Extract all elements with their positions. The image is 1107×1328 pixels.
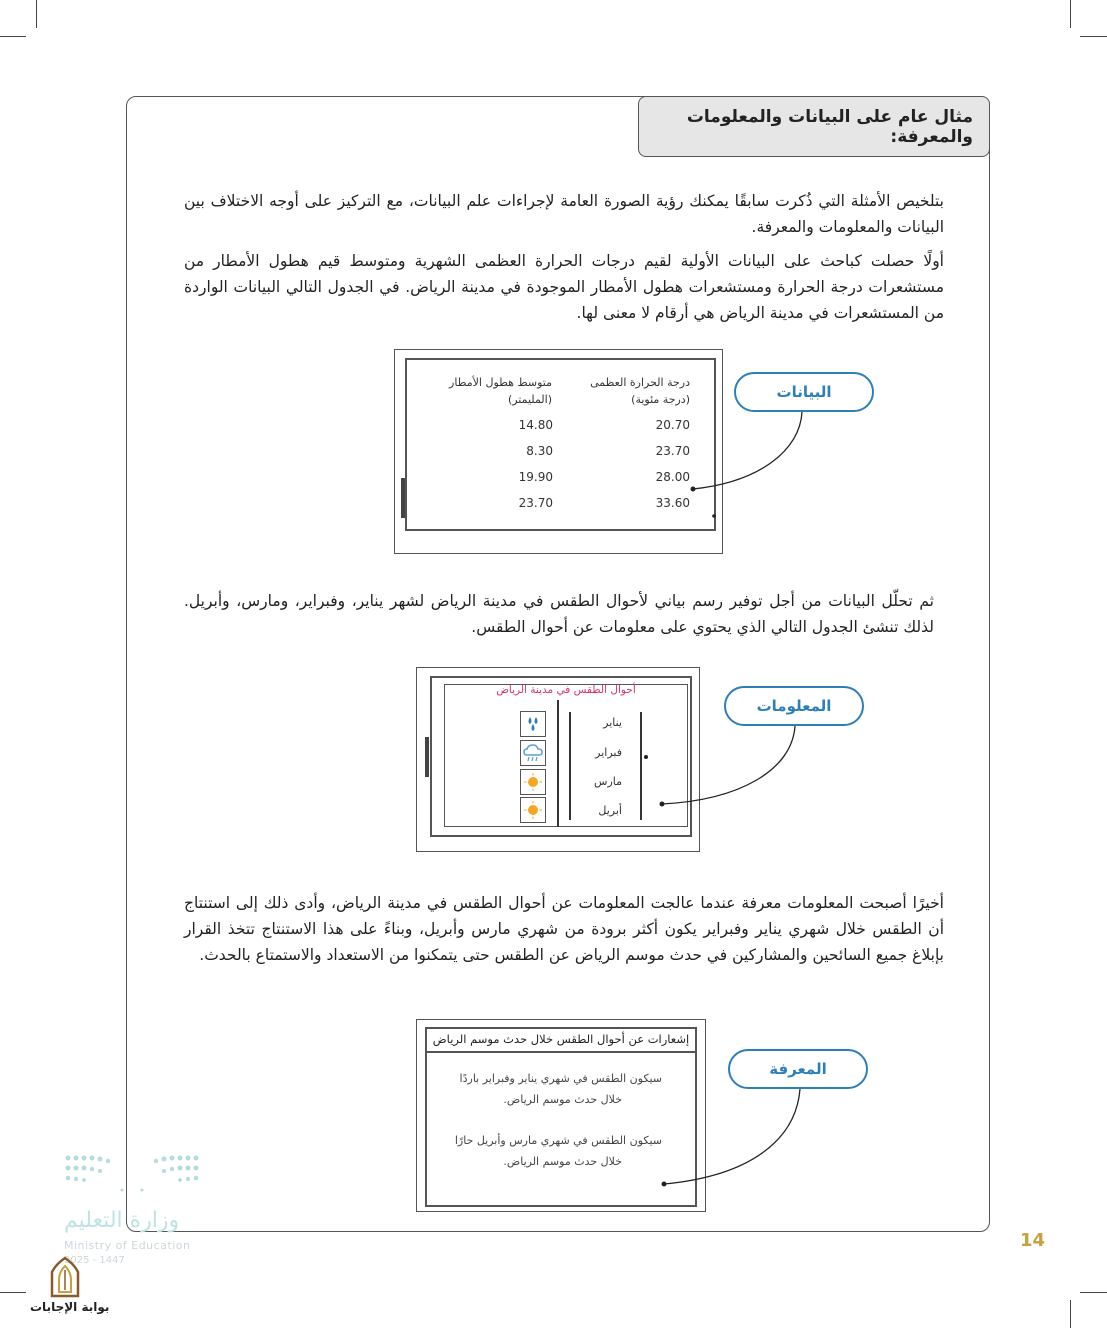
intro-paragraph-1: بتلخيص الأمثلة التي ذُكرت سابقًا يمكنك رؤية الصورة العامة لإجراءات علم البيانات، مع التركيز على أوجه الاختلاف بين البيانات والمعلومات والمعرفة. [184, 192, 944, 236]
rain-header-line1: متوسط هطول الأمطار [449, 376, 552, 389]
temp-header-line1: درجة الحرارة العظمى [590, 376, 690, 389]
data-marker-dot [712, 514, 716, 518]
page-number: 14 [1020, 1230, 1046, 1251]
info-connector [662, 726, 795, 804]
knowledge-label: المعرفة [728, 1049, 868, 1089]
info-connector-dot [660, 802, 665, 807]
temp-cell: 28.00 [655, 470, 690, 484]
rain-cell: 14.80 [518, 418, 553, 432]
info-chart-title: أحوال الطقس في مدينة الرياض [496, 684, 636, 696]
ministry-logo-icon [62, 1150, 202, 1200]
notice-2-line1: سيكون الطقس في شهري مارس وأبريل حارًا [454, 1134, 662, 1147]
rain-header-line2: (المليمتر) [507, 393, 552, 406]
analysis-text: ثم تحلّل البيانات من أجل توفير رسم بياني لأحوال الطقس في مدينة الرياض لشهر يناير، وفبراير، ومارس، وأبريل. لذلك تنشئ الجدول التالي الذي يحتوي على معلومات عن أحوال الطقس. [184, 592, 934, 636]
site-logo-icon [44, 1256, 86, 1300]
notice-header: إشعارات عن أحوال الطقس خلال حدث موسم الرياض [432, 1032, 690, 1046]
ministry-years: 2025 - 1447 [64, 1255, 125, 1266]
temp-cell: 23.70 [655, 444, 690, 458]
rain-cell: 8.30 [526, 444, 553, 458]
site-name: بوابة الإجابات [30, 1300, 110, 1314]
month-label: يناير [603, 716, 622, 729]
ministry-name-en: Ministry of Education [64, 1239, 191, 1252]
knowledge-connector-dot [662, 1182, 667, 1187]
ministry-name-ar: وزارة التعليم [64, 1208, 180, 1233]
knowledge-connector [664, 1089, 800, 1184]
temp-cell: 20.70 [655, 418, 690, 432]
rain-cell: 19.90 [518, 470, 553, 484]
section-title: مثال عام على البيانات والمعلومات والمعرفة: [638, 96, 990, 157]
info-marker-dot [644, 755, 648, 759]
data-connector [693, 412, 802, 489]
data-label: البيانات [734, 372, 874, 412]
notice-1-line2: خلال حدث موسم الرياض. [503, 1093, 622, 1106]
data-connector-dot [691, 487, 696, 492]
knowledge-text: أخيرًا أصبحت المعلومات معرفة عندما عالجت المعلومات عن أحوال الطقس في مدينة الرياض، وأدى ذلك إلى استنتاج أن الطقس خلال شهري يناير وفبراير يكون أكثر برودة من شهري مارس وأبريل، وبناءً على هذا الاستنتاج تتخذ القرار بإبلاغ جميع السائحين والمشاركين في حدث موسم الرياض عن الطقس حتى يتمكنوا من الاستعداد والاستمتاع بالحدث. [184, 894, 944, 964]
month-label: مارس [594, 775, 622, 788]
temp-cell: 33.60 [655, 496, 690, 510]
rain-cell: 23.70 [518, 496, 553, 510]
info-label: المعلومات [724, 686, 864, 726]
month-label: فبراير [595, 746, 622, 759]
notice-1-line1: سيكون الطقس في شهري يناير وفبراير باردًا [459, 1072, 662, 1085]
month-label: أبريل [598, 804, 622, 817]
temp-header-line2: (درجة مئوية) [631, 393, 690, 406]
notice-2-line2: خلال حدث موسم الرياض. [503, 1155, 622, 1168]
intro-paragraph-2: أولًا حصلت كباحث على البيانات الأولية لقيم درجات الحرارة العظمى الشهرية ومتوسط قيم هطول الأمطار من مستشعرات درجة الحرارة ومستشعرات هطول الأمطار الموجودة في مدينة الرياض. في الجدول التالي البيانات الواردة من المستشعرات في مدينة الرياض هي أرقام لا معنى لها. [184, 252, 944, 322]
